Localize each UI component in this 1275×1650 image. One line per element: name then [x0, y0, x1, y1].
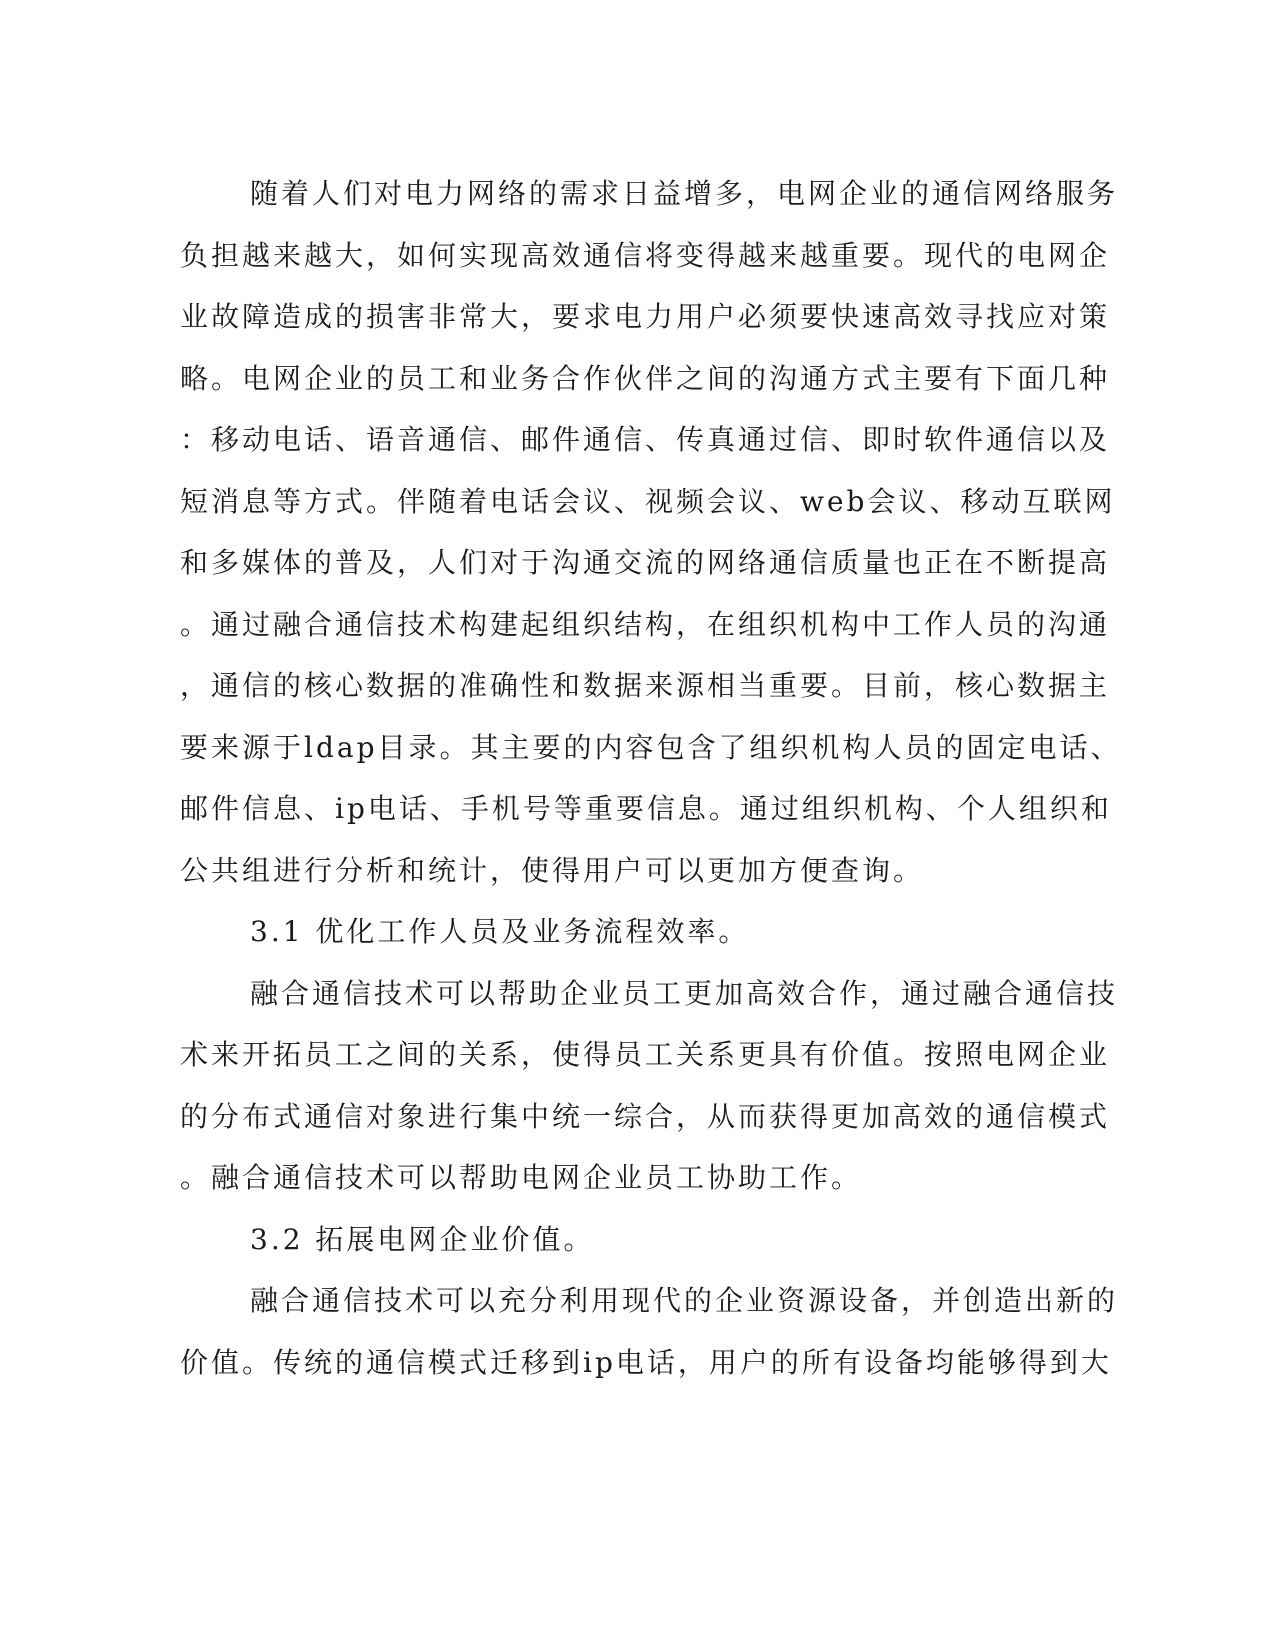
paragraph-line: 业故障造成的损害非常大，要求电力用户必须要快速高效寻找应对策: [180, 300, 1111, 333]
paragraph-line: 公共组进行分析和统计，使得用户可以更加方便查询。: [180, 853, 925, 887]
paragraph-line: 。融合通信技术可以帮助电网企业员工协助工作。: [180, 1161, 863, 1194]
paragraph-line: 随着人们对电力网络的需求日益增多，电网企业的通信网络服务: [250, 177, 1119, 210]
paragraph-line: 融合通信技术可以帮助企业员工更加高效合作，通过融合通信技: [250, 976, 1119, 1010]
paragraph-line: 短消息等方式。伴随着电话会议、视频会议、web会议、移动互联网: [180, 484, 1116, 518]
section-heading-3-1: 3.1 优化工作人员及业务流程效率。: [250, 915, 750, 948]
section-heading-3-2: 3.2 拓展电网企业价值。: [250, 1222, 595, 1256]
paragraph-line: 的分布式通信对象进行集中统一综合，从而获得更加高效的通信模式: [180, 1099, 1111, 1133]
paragraph-line: 和多媒体的普及，人们对于沟通交流的网络通信质量也正在不断提高: [180, 546, 1111, 579]
paragraph-line: 要来源于ldap目录。其主要的内容包含了组织机构人员的固定电话、: [180, 730, 1122, 764]
paragraph-line: ，通信的核心数据的准确性和数据来源相当重要。目前，核心数据主: [180, 669, 1111, 702]
paragraph-line: 术来开拓员工之间的关系，使得员工关系更具有价值。按照电网企业: [180, 1038, 1111, 1071]
paragraph-line: 邮件信息、ip电话、手机号等重要信息。通过组织机构、个人组织和: [180, 792, 1112, 825]
paragraph-line: 价值。传统的通信模式迁移到ip电话，用户的所有设备均能够得到大: [180, 1345, 1112, 1379]
paragraph-line: 。通过融合通信技术构建起组织结构，在组织机构中工作人员的沟通: [180, 607, 1111, 641]
paragraph-line: 略。电网企业的员工和业务合作伙伴之间的沟通方式主要有下面几种: [180, 361, 1111, 395]
paragraph-line: 负担越来越大，如何实现高效通信将变得越来越重要。现代的电网企: [180, 238, 1111, 272]
paragraph-line: ：移动电话、语音通信、邮件通信、传真通过信、即时软件通信以及: [180, 423, 1111, 456]
paragraph-line: 融合通信技术可以充分利用现代的企业资源设备，并创造出新的: [250, 1284, 1119, 1317]
document-body: [180, 163, 1122, 1393]
